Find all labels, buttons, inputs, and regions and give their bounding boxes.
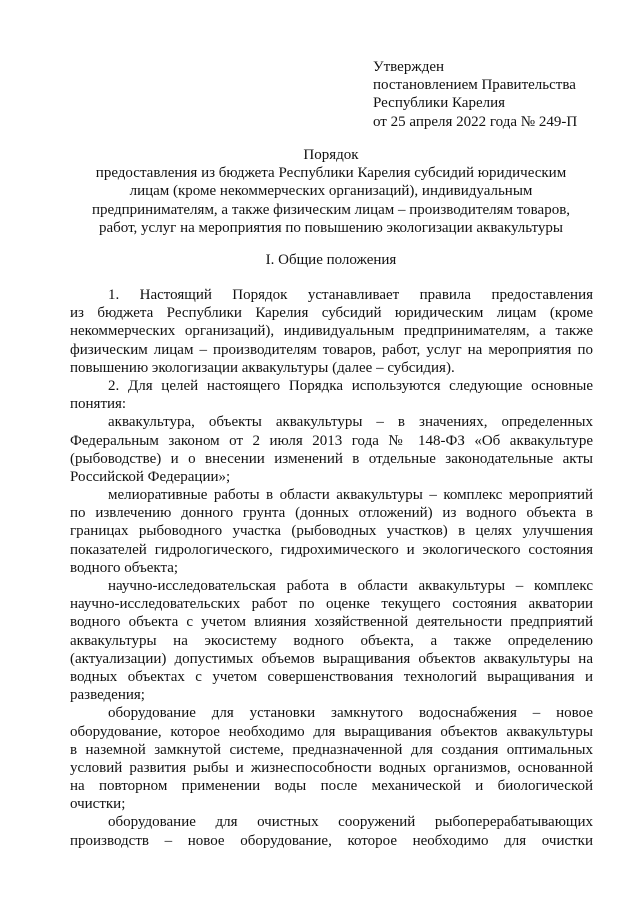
text-line: (актуализации) допустимых объемов выращивания объектов аквакультуры на [70,650,593,667]
text-line: Федеральным законом от 2 июля 2013 года № 148-ФЗ «Об аквакультуре [70,432,593,449]
text-line: границах рыбоводного участка (рыбоводных участков) в целях улучшения [70,523,593,540]
text-line: оборудование для установки замкнутого водоснабжения – новое [108,705,593,722]
title-line: Порядок [303,147,359,163]
text-line: аквакультура, объекты аквакультуры – в значениях, определенных [108,414,593,431]
text-line: водного объекта; [70,559,179,576]
text-line: (рыбоводстве) и о внесении изменений в отдельные законодательные акты [70,450,593,467]
paragraph [70,413,593,486]
text-line: научно-исследовательских работ по оценке текущего состояния акватории [70,596,593,613]
paragraph [70,486,593,577]
title-line: работ, услуг на мероприятия по повышению экологизации аквакультуры [99,219,563,236]
text-line: повышению экологизации аквакультуры (далее – субсидия). [70,359,455,376]
paragraph [70,813,593,849]
title-line: предоставления из бюджета Республики Карелия субсидий юридическим [95,165,567,182]
text-line: показателей гидрологического, гидрохимического и экологического состояния [70,541,593,558]
approval-line: Утвержден [373,59,445,75]
text-line: оборудование для очистных сооружений рыбоперерабатывающих [108,814,593,831]
text-line: Российской Федерации»; [70,468,231,485]
text-line: аквакультуры на экосистему водного объекта, а также определению [70,632,593,649]
text-line: физическим лицам – производителям товаров, работ, услуг на мероприятия по [70,341,593,358]
text-line: из бюджета Республики Карелия субсидий юридическим лицам (кроме [70,305,593,322]
text-line: понятия: [70,396,127,413]
text-line: оборудование, которое необходимо для выращивания объектов аквакультуры [70,723,593,740]
approval-stamp [373,58,633,131]
text-line: очистки; [70,796,126,813]
paragraph [70,286,593,377]
text-line: 1. Настоящий Порядок устанавливает правила предоставления [108,287,593,303]
text-line: условий развития рыбы и жизнеспособности водных организмов, основанной [70,759,593,776]
title-line: лицам (кроме некоммерческих организаций), индивидуальным [129,183,533,200]
text-line: в наземной замкнутой системе, предназначенной для создания оптимальных [70,741,593,758]
text-line: водного объекта с учетом влияния хозяйственной деятельности предприятий [70,614,593,631]
approval-line: от 25 апреля 2022 года № 249-П [373,113,578,130]
text-line: некоммерческих организаций), индивидуальным предпринимателям, а также [70,323,593,340]
text-line: по извлечению донного грунта (донных отложений) из водного объекта в [70,505,593,522]
text-line: мелиоративные работы в области аквакультуры – комплекс мероприятий [108,487,593,504]
paragraph [70,704,593,813]
text-line: на повторном применении воды после механической и биологической [70,778,593,795]
document-body [70,286,593,850]
paragraph [70,577,593,704]
text-line: 2. Для целей настоящего Порядка используются следующие основные [108,377,593,394]
title-line: предпринимателям, а также физическим лицам – производителям товаров, [91,201,571,218]
text-line: производств – новое оборудование, которое необходимо для очистки [70,832,593,849]
section-heading: I. Общие положения [265,252,397,268]
text-line: разведения; [70,687,145,704]
text-line: водных объектах с учетом совершенствования технологий выращивания и [70,668,593,685]
text-line: научно-исследовательская работа в области аквакультуры – комплекс [108,578,593,594]
paragraph [70,377,593,413]
document-title [70,146,592,237]
approval-line: постановлением Правительства [373,77,576,94]
approval-line: Республики Карелия [373,95,506,112]
